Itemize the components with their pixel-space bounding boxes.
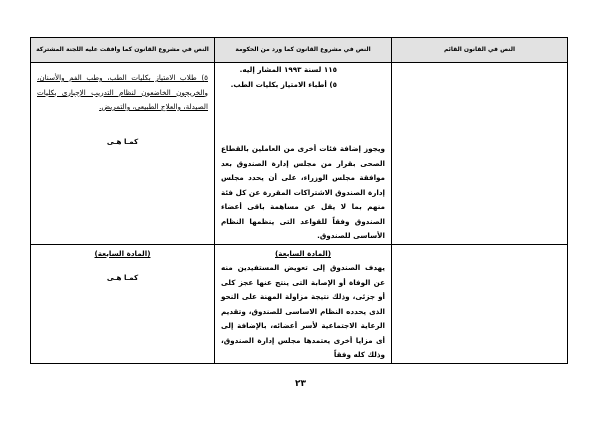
table-row [31, 244, 568, 363]
table-row [31, 63, 568, 245]
row1-committee-same-as: كمـا هـى [106, 136, 139, 146]
comparison-table [30, 37, 568, 364]
row2-committee-cell [31, 244, 215, 363]
row2-government-article-title: (المادة السابعة) [275, 248, 331, 258]
row1-government-cell [215, 63, 392, 245]
row1-current-law-cell [392, 63, 568, 245]
row1-committee-text: ٥) طلاب الامتياز بكليات الطب، وطب الفم والأسنان، والخريجون الخاضعون لنظام التدريب الإجبارى بكليات الصيدلة، والعلاج الطبيعى، والتمريض. [37, 73, 208, 111]
page-number: ٢٣ [295, 379, 306, 389]
row2-committee-same-as: كمـا هـى [106, 273, 139, 282]
row1-committee-cell [31, 63, 215, 245]
row2-current-law-cell [392, 244, 568, 363]
header-current-law: النص في القانون القائم [392, 38, 568, 63]
row2-government-cell [215, 244, 392, 363]
row1-government-line1: ١١٥ لسنة ١٩٩٣ المشار إليه. [239, 65, 337, 74]
header-government-draft: النص في مشروع القانون كما ورد من الحكومة [215, 38, 392, 63]
row2-government-paragraph: يهدف الصندوق إلى تعويض المستفيدين منه عن الوفاة أو الإصابة التى ينتج عنها عجز كلى أو جزئى، وذلك نتيجة مزاولة المهنة على النحو الذى يحدده النظام الاساسى للصندوق، وتقديم الرعاية الاجتماعية لأسر أعضائه، بالإضافة إلى أى مزايا أخرى يعتمدها مجلس إدارة الصندوق، وذلك كله وفقاً [221, 263, 385, 359]
header-committee-draft: النص في مشروع القانون كما وافقت عليه اللجنة المشتركة [31, 38, 215, 63]
table-header-row [31, 38, 568, 63]
row1-government-paragraph: ويجوز إضافة فئات أخرى من العاملين بالقطاع الصحى بقرار من مجلس إدارة الصندوق بعد موافقة مجلس الوزراء، على أن يحدد مجلس إدارة الصندوق الاشتراكات المقررة عن كل فئة منهم بما لا يقل عن مساهمة باقى أعضاء الصندوق وفقاً للقواعد التى ينظمها النظام الأساسى للصندوق. [221, 144, 385, 240]
row1-government-line2: ٥) أطباء الامتياز بكليات الطب. [230, 79, 337, 89]
row2-committee-article-title: (المادة السابعة) [94, 248, 151, 258]
